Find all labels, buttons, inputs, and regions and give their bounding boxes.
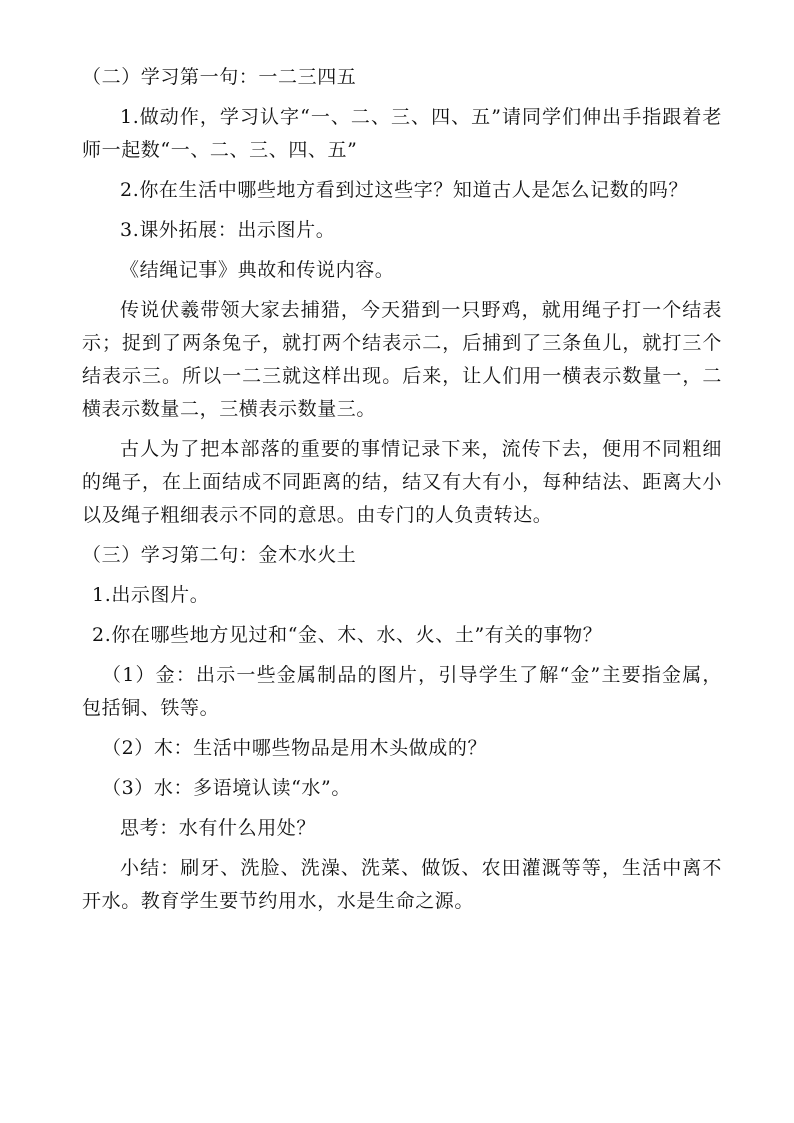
paragraph-five-elements-question: 2.你在哪些地方见过和“金、木、水、火、土”有关的事物？ [92, 624, 603, 646]
paragraph-action-counting: 1.做动作，学习认字“一、二、三、四、五”请同学们伸出手指跟着老师一起数“一、二、三、四、五” [82, 106, 722, 161]
paragraph-metal: （1）金：出示一些金属制品的图片，引导学生了解“金”主要指金属，包括铜、铁等。 [82, 664, 722, 719]
paragraph-wood: （2）木：生活中哪些物品是用木头做成的？ [102, 737, 488, 759]
document-page [82, 61, 722, 925]
section-heading-3: （三）学习第二句：金木水火土 [82, 544, 357, 566]
paragraph-fuxi-legend: 传说伏羲带领大家去捕猎，今天猎到一只野鸡，就用绳子打一个结表示；捉到了两条兔子，就打两个结表示二，后捕到了三条鱼儿，就打三个结表示三。所以一二三就这样出现。后来，让人们用一横表示数量一，二横表示数量二，三横表示数量三。 [82, 299, 722, 420]
paragraph-ancient-tribe: 古人为了把本部落的重要的事情记录下来，流传下去，便用不同粗细的绳子，在上面结成不同距离的结，结又有大有小，每种结法、距离大小以及绳子粗细表示不同的意思。由专门的人负责转达。 [82, 438, 722, 526]
paragraph-question-ancient-counting: 2.你在生活中哪些地方看到过这些字？知道古人是怎么记数的吗？ [120, 179, 689, 201]
paragraph-think-water: 思考：水有什么用处？ [120, 817, 317, 839]
paragraph-summary-water: 小结：刷牙、洗脸、洗澡、洗菜、做饭、农田灌溉等等，生活中离不开水。教育学生要节约用水，水是生命之源。 [82, 857, 722, 912]
paragraph-show-pictures: 1.出示图片。 [92, 584, 210, 606]
paragraph-water: （3）水：多语境认读“水”。 [102, 777, 351, 799]
paragraph-knot-record-title: 《结绳记事》典故和传说内容。 [120, 259, 395, 281]
section-heading-2: （二）学习第一句：一二三四五 [82, 66, 357, 88]
paragraph-extension: 3.课外拓展：出示图片。 [120, 219, 336, 241]
